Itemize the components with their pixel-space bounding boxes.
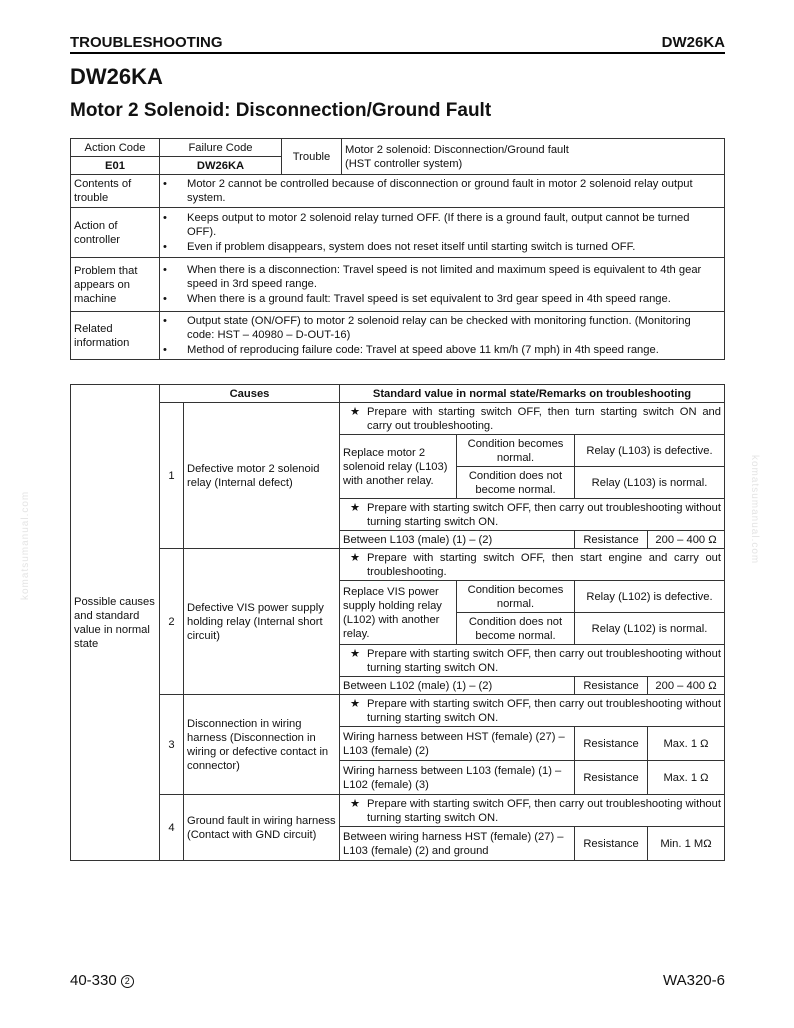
watermark-left: komatsumanual.com (20, 490, 31, 600)
trouble-line-1: Motor 2 solenoid: Disconnection/Ground fault (345, 143, 569, 156)
star-icon: ★ (349, 551, 361, 564)
related-item: Method of reproducing failure code: Travel at speed above 11 km/h (7 mph) in 4th speed range. (187, 344, 659, 356)
measurement-point: Wiring harness between HST (female) (27) – L103 (female) (2) (340, 727, 575, 761)
cause-text: Ground fault in wiring harness (Contact with GND circuit) (184, 795, 340, 861)
condition-normal: Condition becomes normal. (457, 581, 575, 613)
preparation-note: ★ Prepare with starting switch OFF, then carry out troubleshooting without turning starting switch ON. (340, 645, 725, 677)
measurement-value: 200 – 400 Ω (648, 531, 725, 549)
cause-text: Defective motor 2 solenoid relay (Internal defect) (184, 403, 340, 549)
action-code-label: Action Code (71, 139, 160, 157)
condition-normal: Condition becomes normal. (457, 435, 575, 467)
star-icon: ★ (349, 501, 361, 514)
star-icon: ★ (349, 697, 361, 710)
result-defective: Relay (L103) is defective. (575, 435, 725, 467)
preparation-note: ★ Prepare with starting switch OFF, then carry out troubleshooting without turning starting switch ON. (340, 795, 725, 827)
cause-number: 1 (160, 403, 184, 549)
causes-table (70, 384, 725, 861)
cause-text: Defective VIS power supply holding relay (Internal short circuit) (184, 549, 340, 695)
revision-mark: 2 (121, 975, 134, 988)
star-icon: ★ (349, 405, 361, 418)
star-icon: ★ (349, 647, 361, 660)
trouble-text (342, 139, 725, 175)
problem-text (160, 258, 725, 312)
contents-label: Contents of trouble (71, 175, 160, 208)
measurement-value: Min. 1 MΩ (648, 827, 725, 861)
result-normal: Relay (L103) is normal. (575, 467, 725, 499)
contents-text (160, 175, 725, 208)
page-number-text: 40-330 (70, 972, 117, 989)
action-code: E01 (71, 157, 160, 175)
related-text (160, 312, 725, 360)
preparation-note: ★ Prepare with starting switch OFF, then start engine and carry out troubleshooting. (340, 549, 725, 581)
possible-causes-label: Possible causes and standard value in normal state (71, 385, 160, 861)
failure-code-label: Failure Code (160, 139, 282, 157)
section-title: TROUBLESHOOTING (70, 34, 223, 51)
measurement-point: Between L102 (male) (1) – (2) (340, 677, 575, 695)
causes-header: Causes (160, 385, 340, 403)
measurement-value: Max. 1 Ω (648, 761, 725, 795)
measurement-point: Between L103 (male) (1) – (2) (340, 531, 575, 549)
condition-not-normal: Condition does not become normal. (457, 467, 575, 499)
action-label: Action of controller (71, 208, 160, 258)
bullet: • (163, 315, 167, 327)
cause-number: 2 (160, 549, 184, 695)
problem-item: When there is a ground fault: Travel speed is set equivalent to 3rd gear speed in 4th speed range. (187, 293, 671, 305)
star-icon: ★ (349, 797, 361, 810)
measurement-point: Between wiring harness HST (female) (27) – L103 (female) (2) and ground (340, 827, 575, 861)
problem-label: Problem that appears on machine (71, 258, 160, 312)
bullet: • (163, 241, 167, 253)
measurement-value: 200 – 400 Ω (648, 677, 725, 695)
trouble-label: Trouble (282, 139, 342, 175)
action-item: Keeps output to motor 2 solenoid relay turned OFF. (If there is a ground fault, output cannot be turned OFF). (187, 212, 690, 238)
replace-instruction: Replace VIS power supply holding relay (L102) with another relay. (340, 581, 457, 645)
page-title: Motor 2 Solenoid: Disconnection/Ground Fault (70, 100, 492, 121)
header-code: DW26KA (661, 34, 725, 51)
result-defective: Relay (L102) is defective. (575, 581, 725, 613)
related-item: Output state (ON/OFF) to motor 2 solenoid relay can be checked with monitoring function. (Monitoring code: HST – 40980 – D-OUT-16) (187, 315, 691, 341)
measurement-label: Resistance (575, 761, 648, 795)
replace-instruction: Replace motor 2 solenoid relay (L103) with another relay. (340, 435, 457, 499)
cause-number: 3 (160, 695, 184, 795)
page-header (70, 32, 725, 54)
measurement-value: Max. 1 Ω (648, 727, 725, 761)
preparation-note: ★ Prepare with starting switch OFF, then turn starting switch ON and carry out troubleshooting. (340, 403, 725, 435)
result-normal: Relay (L102) is normal. (575, 613, 725, 645)
failure-code: DW26KA (160, 157, 282, 175)
related-label: Related information (71, 312, 160, 360)
measurement-label: Resistance (575, 727, 648, 761)
cause-number: 4 (160, 795, 184, 861)
bullet: • (163, 264, 167, 276)
model-name: WA320-6 (663, 972, 725, 989)
bullet: • (163, 293, 167, 305)
measurement-label: Resistance (575, 827, 648, 861)
page-number (70, 972, 134, 989)
failure-code-title: DW26KA (70, 64, 163, 89)
trouble-line-2: (HST controller system) (345, 157, 463, 170)
problem-item: When there is a disconnection: Travel speed is not limited and maximum speed is equivalent to 4th gear speed in 3rd speed range. (187, 264, 702, 290)
contents-item: Motor 2 cannot be controlled because of disconnection or ground fault in motor 2 solenoid relay output system. (187, 178, 693, 204)
bullet: • (163, 344, 167, 356)
action-text (160, 208, 725, 258)
measurement-point: Wiring harness between L103 (female) (1) – L102 (female) (3) (340, 761, 575, 795)
preparation-note: ★ Prepare with starting switch OFF, then carry out troubleshooting without turning starting switch ON. (340, 695, 725, 727)
bullet: • (163, 212, 167, 224)
measurement-label: Resistance (575, 531, 648, 549)
standard-header: Standard value in normal state/Remarks on troubleshooting (340, 385, 725, 403)
condition-not-normal: Condition does not become normal. (457, 613, 575, 645)
action-item: Even if problem disappears, system does not reset itself until starting switch is turned OFF. (187, 241, 636, 253)
bullet: • (163, 178, 167, 190)
measurement-label: Resistance (575, 677, 648, 695)
preparation-note: ★ Prepare with starting switch OFF, then carry out troubleshooting without turning starting switch ON. (340, 499, 725, 531)
cause-text: Disconnection in wiring harness (Disconnection in wiring or defective contact in connector) (184, 695, 340, 795)
failure-info-table (70, 138, 725, 360)
watermark-right: komatsumanual.com (749, 455, 760, 565)
